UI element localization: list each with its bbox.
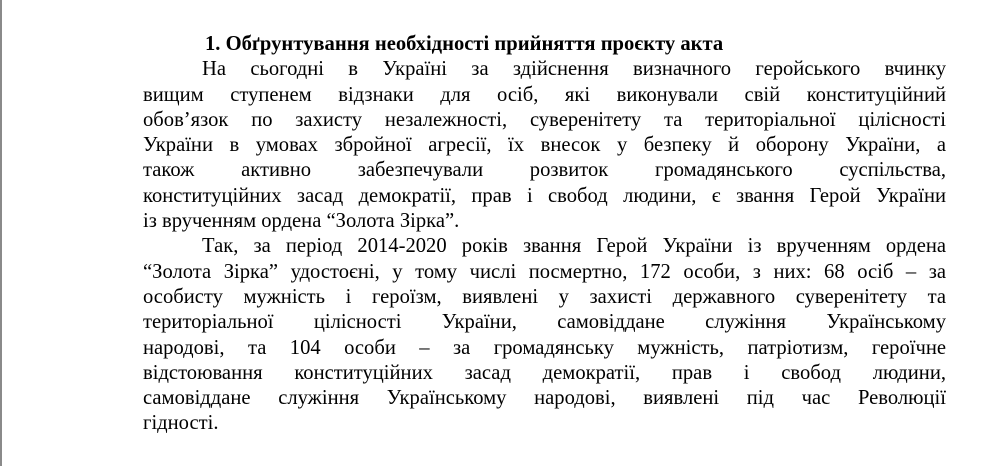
paragraph-line: конституційних засад демократії, прав і свобод людини, є звання Герой України bbox=[143, 184, 946, 207]
paragraph-line: На сьогодні в Україні за здійснення визначного геройського вчинку bbox=[202, 58, 946, 81]
paragraph-line: Так, за період 2014-2020 років звання Герой України із врученням ордена bbox=[202, 235, 946, 258]
paragraph-2 bbox=[143, 234, 946, 436]
page-left-border bbox=[0, 0, 2, 466]
paragraph-1 bbox=[143, 57, 946, 234]
paragraph-line: “Золота Зірка” удостоєні, у тому числі посмертно, 172 особи, з них: 68 осіб – за bbox=[143, 260, 946, 283]
section-heading: 1. Обґрунтування необхідності прийняття проєкту акта bbox=[205, 33, 724, 55]
paragraph-line: обов’язок по захисту незалежності, суверенітету та територіальної цілісності bbox=[143, 108, 946, 131]
document-page bbox=[143, 32, 946, 437]
paragraph-line: територіальної цілісності України, самовіддане служіння Українському bbox=[143, 311, 946, 334]
paragraph-line: самовіддане служіння Українському народові, виявлені під час Революції bbox=[143, 387, 946, 410]
paragraph-line: також активно забезпечували розвиток громадянського суспільства, bbox=[143, 159, 946, 182]
paragraph-line: із врученням ордена “Золота Зірка”. bbox=[143, 210, 460, 233]
paragraph-line: особисту мужність і героїзм, виявлені у захисті державного суверенітету та bbox=[143, 285, 946, 308]
paragraph-line: України в умовах збройної агресії, їх внесок у безпеку й оборону України, а bbox=[143, 134, 946, 157]
paragraph-line: вищим ступенем відзнаки для осіб, які виконували свій конституційний bbox=[143, 83, 946, 106]
paragraph-line: відстоювання конституційних засад демократії, прав і свобод людини, bbox=[143, 361, 946, 384]
paragraph-line: гідності. bbox=[143, 412, 219, 435]
paragraph-line: народові, та 104 особи – за громадянську мужність, патріотизм, героїчне bbox=[143, 336, 946, 359]
